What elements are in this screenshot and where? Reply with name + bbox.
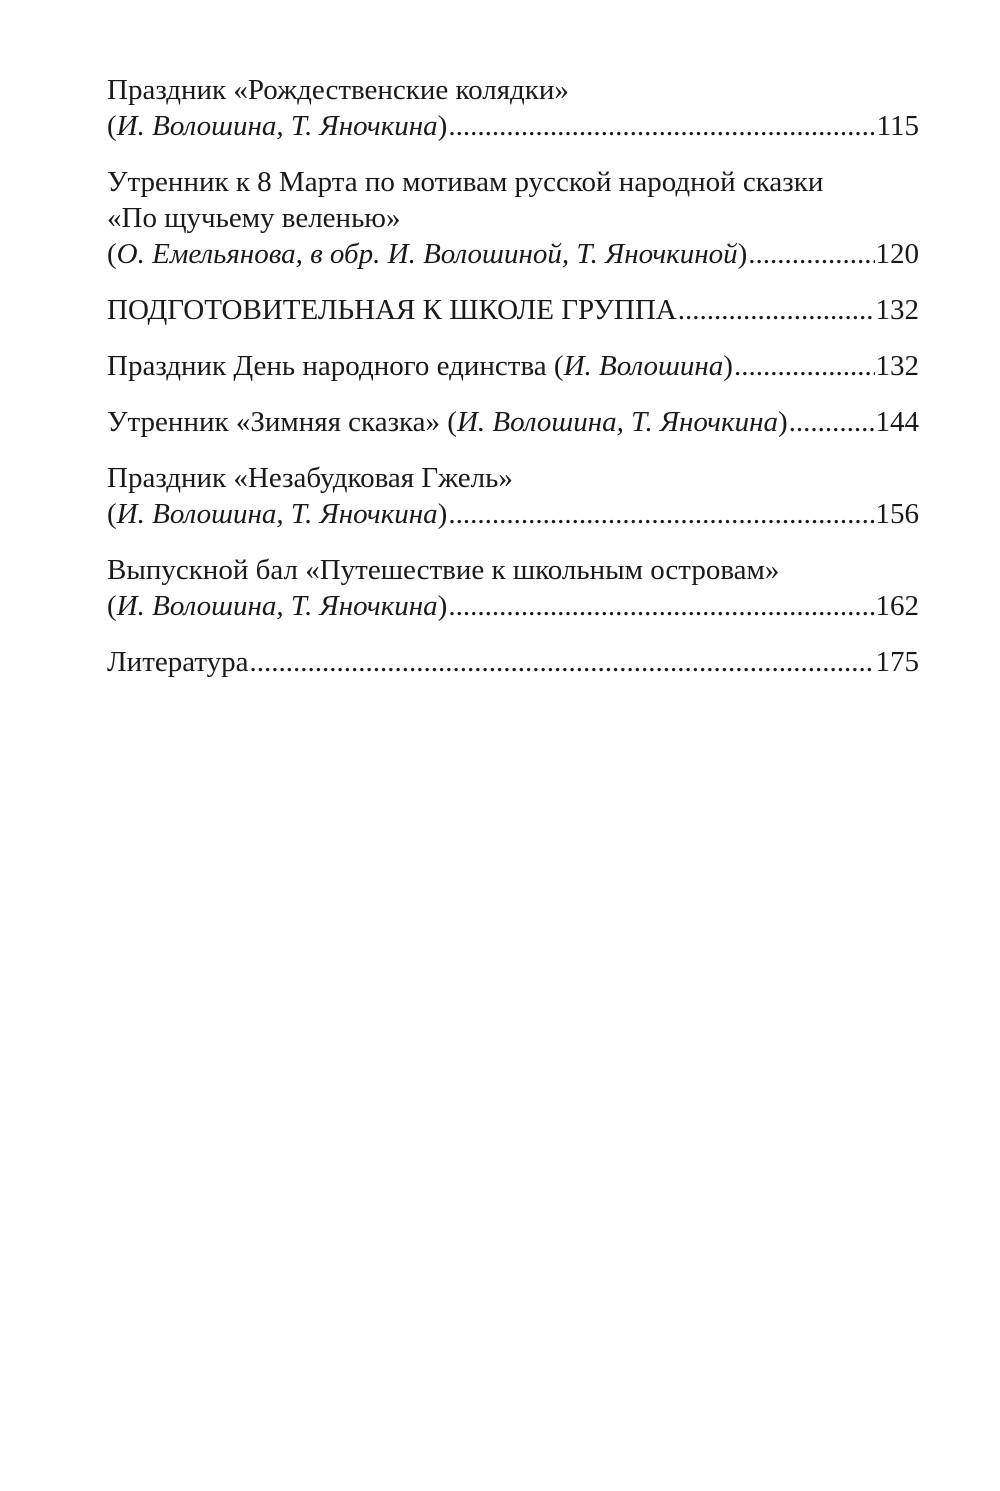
toc-entry-zimnyaya-skazka[interactable] — [107, 404, 919, 440]
dot-leader — [448, 108, 875, 144]
toc-entry-title: Утренник к 8 Марта по мотивам русской народной сказки — [107, 166, 824, 198]
toc-page-number: 120 — [875, 238, 919, 270]
paren-open: ( — [107, 590, 117, 622]
toc-entry-title: Праздник «Незабудковая Гжель» — [107, 462, 513, 494]
toc-entry-title: Праздник День народного единства ( — [107, 350, 564, 382]
toc-entry-line — [107, 348, 919, 384]
toc-entry-author-text — [107, 496, 447, 532]
toc-entry-title: Утренник «Зимняя сказка» ( — [107, 406, 457, 438]
toc-entry-authors: И. Волошина, Т. Яночкина — [116, 590, 438, 622]
toc-section-title: ПОДГОТОВИТЕЛЬНАЯ К ШКОЛЕ ГРУППА — [107, 294, 677, 326]
toc-entry-author-line — [107, 496, 919, 532]
toc-entry-rozhdestvenskie-kolyadki[interactable] — [107, 72, 919, 144]
paren-close: ) — [737, 238, 748, 270]
paren-close: ) — [777, 406, 788, 438]
toc-entry-authors: И. Волошина, Т. Яночкина — [456, 406, 778, 438]
toc-entry-line — [107, 644, 919, 680]
toc-entry-title-continued: «По щучьему веленью» — [107, 202, 401, 234]
dot-leader — [789, 404, 875, 440]
dot-leader — [748, 236, 874, 272]
paren-close: ) — [437, 498, 448, 530]
toc-entry-text — [107, 404, 788, 440]
toc-entry-authors: О. Емельянова, в обр. И. Волошиной, Т. Яночкиной — [116, 238, 738, 270]
toc-entry-authors: И. Волошина, Т. Яночкина — [116, 110, 438, 142]
dot-leader — [678, 292, 875, 328]
toc-entry-po-shchuchemu-velenyu[interactable] — [107, 164, 919, 272]
toc-entry-title: Выпускной бал «Путешествие к школьным островам» — [107, 554, 780, 586]
table-of-contents — [107, 72, 919, 700]
toc-entry-author-line — [107, 236, 919, 272]
dot-leader — [448, 588, 874, 624]
toc-page-number: 115 — [876, 110, 919, 142]
toc-entry-line — [107, 404, 919, 440]
toc-entry-line — [107, 292, 919, 328]
toc-entry-literatura[interactable] — [107, 644, 919, 680]
toc-page-number: 144 — [875, 406, 919, 438]
toc-page-number: 132 — [875, 350, 919, 382]
toc-entry-title: Праздник «Рождественские колядки» — [107, 74, 569, 106]
toc-entry-author-text — [107, 236, 747, 272]
paren-open: ( — [107, 110, 117, 142]
toc-entry-authors: И. Волошина, Т. Яночкина — [116, 498, 438, 530]
paren-close: ) — [437, 590, 448, 622]
toc-page-number: 156 — [875, 498, 919, 530]
dot-leader — [448, 496, 874, 532]
toc-entry-title: Литература — [107, 646, 249, 678]
toc-entry-den-narodnogo-edinstva[interactable] — [107, 348, 919, 384]
paren-open: ( — [107, 238, 117, 270]
paren-close: ) — [723, 350, 733, 382]
paren-close: ) — [437, 110, 448, 142]
toc-page-number: 132 — [875, 294, 919, 326]
toc-page-number: 162 — [875, 590, 919, 622]
toc-entry-author-text — [107, 108, 447, 144]
toc-entry-author-line — [107, 588, 919, 624]
toc-entry-author-text — [107, 588, 447, 624]
toc-entry-vypusknoy-bal[interactable] — [107, 552, 919, 624]
toc-page-number: 175 — [875, 646, 919, 678]
dot-leader — [734, 348, 875, 384]
toc-entry-nezabudkovaya-gzhel[interactable] — [107, 460, 919, 532]
toc-entry-authors: И. Волошина — [563, 350, 724, 382]
toc-entry-text — [107, 348, 733, 384]
dot-leader — [250, 644, 875, 680]
paren-open: ( — [107, 498, 117, 530]
toc-entry-author-line — [107, 108, 919, 144]
toc-section-podgotovitelnaya-gruppa[interactable] — [107, 292, 919, 328]
